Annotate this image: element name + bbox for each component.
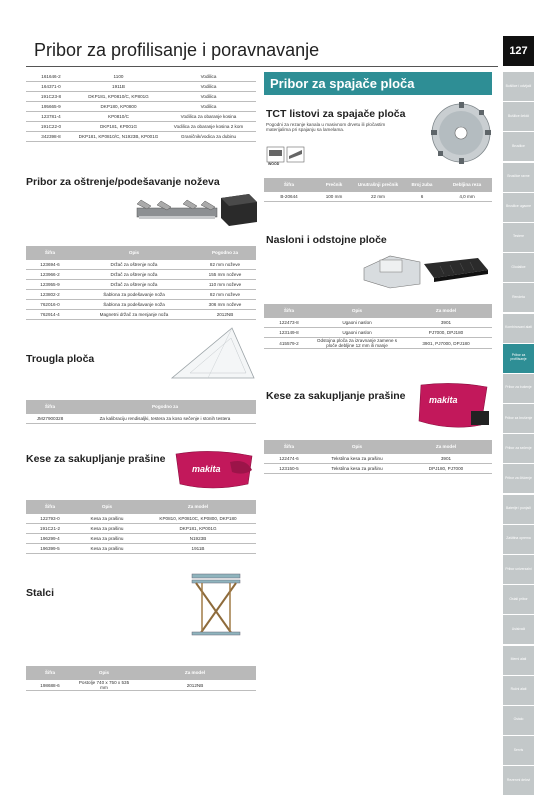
table-cell: 22 mm — [354, 192, 402, 202]
tct-blade-image — [430, 102, 492, 164]
table-cell: 762016-0 — [26, 300, 74, 310]
side-tab-20[interactable]: Ručni alati — [503, 676, 534, 705]
table-cell: KP0810/C — [76, 112, 161, 122]
table-row — [264, 318, 492, 328]
sharpening-table — [26, 246, 256, 320]
table-cell: DKP181, KP0810/C, N1923B, KP001G — [76, 132, 161, 142]
table-cell: 3901, PJ7000, DPJ180 — [400, 338, 492, 349]
side-tab-22[interactable]: Servis — [503, 736, 534, 765]
table-header: Šifra — [264, 304, 314, 318]
dust-bag-right-title: Kese za sakupljanje prašine — [266, 390, 406, 402]
table-cell: Držač za oštrenje noža — [74, 260, 194, 270]
table-cell: DKP180, KP0800 — [76, 102, 161, 112]
table-cell: Šablona za podešavanje noža — [74, 300, 194, 310]
table-cell: Vodilica — [161, 82, 256, 92]
side-tab-6[interactable]: Glodalice — [503, 253, 534, 282]
dust-bag-left-title: Kese za sakupljanje prašine — [26, 453, 166, 465]
table-header: Debljina reza — [442, 178, 492, 192]
table-cell: 123694-6 — [26, 260, 74, 270]
table-cell: Kesa za prašinu — [74, 534, 140, 544]
rests-table — [264, 304, 492, 349]
stands-table — [26, 666, 256, 691]
table-cell: 123802-2 — [26, 290, 74, 300]
table-cell: Tekstilna kesa za prašinu — [314, 454, 400, 464]
table-cell: 198688-6 — [26, 680, 74, 691]
dust-bag-left-brand: makita — [192, 464, 221, 474]
table-cell: 110 mm noževe — [194, 280, 256, 290]
side-tab-11[interactable]: Pribor za brušenje — [503, 404, 534, 433]
table-cell: 100 mm — [314, 192, 354, 202]
table-cell: 82 mm noževe — [194, 290, 256, 300]
table-header: Opis — [314, 440, 400, 454]
table-row — [26, 280, 256, 290]
table-cell: 4,0 mm — [442, 192, 492, 202]
table-cell: Postolje 740 x 750 x 535 mm — [74, 680, 134, 691]
table-row — [26, 92, 256, 102]
table-cell: Tekstilna kesa za prašinu — [314, 464, 400, 474]
side-tab-18[interactable]: Usisivači — [503, 615, 534, 644]
table-cell: 3901 — [400, 454, 492, 464]
sharpening-holder-image — [125, 190, 265, 235]
side-tab-8[interactable]: Kombinovani alati — [503, 314, 534, 343]
triangle-plate-image — [168, 322, 258, 382]
page-title: Pribor za profilisanje i poravnavanje — [34, 40, 320, 60]
table-row — [26, 514, 256, 524]
table-header: Šifra — [26, 500, 74, 514]
table-row — [264, 454, 492, 464]
table-row — [26, 72, 256, 82]
page-number: 127 — [503, 36, 534, 66]
table-row — [26, 290, 256, 300]
table-cell: Ugaoni naslon — [314, 318, 400, 328]
table-cell: 1100 — [76, 72, 161, 82]
table-cell: 122473-8 — [264, 318, 314, 328]
stands-title: Stalci — [26, 587, 55, 599]
dust-bag-right-image — [415, 381, 493, 433]
rests-image — [360, 244, 490, 292]
table-header: Pogodno za — [74, 400, 256, 414]
table-header: Šifra — [26, 246, 74, 260]
table-cell: 123966-2 — [26, 270, 74, 280]
table-header: Za model — [400, 304, 492, 318]
table-cell: Šablona za podešavanje noža — [74, 290, 194, 300]
table-cell: KP0810, KP0810C, KP0800, DKP180 — [140, 514, 256, 524]
table-row — [26, 82, 256, 92]
table-cell: PJ7000, DPJ180 — [400, 328, 492, 338]
table-header: Šifra — [26, 666, 74, 680]
side-tab-nav — [503, 72, 534, 797]
title-divider — [26, 66, 498, 67]
table-cell: Kesa za prašinu — [74, 524, 140, 534]
table-cell: 123955-9 — [26, 280, 74, 290]
table-header: Unutrašnji prečnik — [354, 178, 402, 192]
wood-label: WOOD — [268, 162, 280, 166]
sharpening-title: Pribor za oštrenje/podešavanje noževa — [26, 176, 220, 188]
table-cell: 164371-0 — [26, 82, 76, 92]
table-cell: Odstojna ploča za izravnanje zamene s ploče debljine 12 mm ili manje — [314, 338, 400, 349]
side-tab-10[interactable]: Pribor za bušenje — [503, 374, 534, 403]
table-cell: 122474-6 — [264, 454, 314, 464]
table-cell: 196399-5 — [26, 544, 74, 554]
table-cell: Držač za oštrenje noža — [74, 280, 194, 290]
table-cell: 122793-0 — [26, 514, 74, 524]
table-cell: 342398-8 — [26, 132, 76, 142]
side-tab-14[interactable]: Baterije i punjači — [503, 495, 534, 524]
table-cell: 6 — [402, 192, 442, 202]
table-row — [26, 544, 256, 554]
wood-material-icons — [267, 147, 307, 163]
table-cell: 123149-8 — [264, 328, 314, 338]
table-row — [26, 102, 256, 112]
table-header: Za model — [140, 500, 256, 514]
table-row — [26, 122, 256, 132]
table-row — [26, 270, 256, 280]
table-cell: JM27900328 — [26, 414, 74, 424]
table-header: Za model — [134, 666, 256, 680]
table-cell: 195665-9 — [26, 102, 76, 112]
side-tab-3[interactable]: Brusilice ravne — [503, 163, 534, 192]
table-cell: 196299-4 — [26, 534, 74, 544]
side-tab-16[interactable]: Pribor univerzalni — [503, 555, 534, 584]
table-row — [26, 132, 256, 142]
table-cell: 161646-2 — [26, 72, 76, 82]
table-cell: Držač za oštrenje noža — [74, 270, 194, 280]
table-cell: 191C21-2 — [26, 524, 74, 534]
table-cell: DPJ180, PJ7000 — [400, 464, 492, 474]
table-header: Šifra — [264, 178, 314, 192]
table-header: Za model — [400, 440, 492, 454]
table-cell: 3901 — [400, 318, 492, 328]
stand-image — [188, 570, 244, 640]
table-header: Opis — [74, 500, 140, 514]
table-header: Opis — [314, 304, 400, 318]
biscuit-description: Pogodni za rezanje kanala u masivnom drvetu ili pločastim materijalima pri spajanju sa lamelama. — [266, 122, 386, 133]
dust-bag-left-image — [172, 448, 256, 493]
table-cell: Vodilica za obaranje kosina — [161, 112, 256, 122]
table-cell: DKP181, KP001G — [76, 122, 161, 132]
side-tab-12[interactable]: Pribor za sečenje — [503, 434, 534, 463]
table-cell: 2012NB — [134, 680, 256, 691]
side-tab-21[interactable]: Ostalo — [503, 706, 534, 735]
side-tab-15[interactable]: Zaštitna oprema — [503, 525, 534, 554]
table-cell: Kesa za prašinu — [74, 544, 140, 554]
table-row — [264, 192, 492, 202]
side-tab-7[interactable]: Rendeta — [503, 283, 534, 312]
table-header: Pogodno za — [194, 246, 256, 260]
triangle-table — [26, 400, 256, 424]
side-tab-23[interactable]: Rezervni delovi — [503, 766, 534, 795]
table-cell: 82 mm noževe — [194, 260, 256, 270]
table-cell: Magnetni držač za menjanje noža — [74, 310, 194, 320]
side-tab-4[interactable]: Brusilice ugaone — [503, 193, 534, 222]
table-header: Broj zuba — [402, 178, 442, 192]
table-cell: 155 mm noževe — [194, 270, 256, 280]
table-cell: Kesa za prašinu — [74, 514, 140, 524]
side-tab-0[interactable]: Bušilice i odvijači — [503, 72, 534, 101]
table-cell: Vodilica — [161, 102, 256, 112]
side-tab-13[interactable]: Pribor za čišćenje — [503, 464, 534, 493]
dust-bag-right-table — [264, 440, 492, 474]
table-row — [26, 260, 256, 270]
table-row — [26, 112, 256, 122]
table-cell: Ugaoni naslon — [314, 328, 400, 338]
table-row — [26, 300, 256, 310]
biscuit-table — [264, 178, 492, 202]
table-row — [26, 414, 256, 424]
table-cell: N1923B — [140, 534, 256, 544]
table-cell: DKP181, KP001G — [140, 524, 256, 534]
table-header: Prečnik — [314, 178, 354, 192]
rests-title: Nasloni i odstojne ploče — [266, 234, 387, 246]
table-cell: 191C23-8 — [26, 92, 76, 102]
table-cell: Vodilica — [161, 72, 256, 82]
table-cell: 1911B — [76, 82, 161, 92]
table-cell: 306 mm noževe — [194, 300, 256, 310]
table-row — [26, 310, 256, 320]
table-row — [264, 328, 492, 338]
table-cell: 762914-4 — [26, 310, 74, 320]
table-row — [26, 680, 256, 691]
table-cell: 415579-2 — [264, 338, 314, 349]
dust-bag-left-table — [26, 500, 256, 554]
side-tab-1[interactable]: Bušilice čekići — [503, 102, 534, 131]
dust-bag-right-brand: makita — [429, 395, 458, 405]
guides-table — [26, 72, 256, 142]
table-header: Opis — [74, 246, 194, 260]
table-row — [264, 464, 492, 474]
biscuit-subtitle: TCT listovi za spajače ploča — [266, 108, 406, 120]
table-cell: 2012NB — [194, 310, 256, 320]
table-cell: B-20644 — [264, 192, 314, 202]
table-row — [26, 534, 256, 544]
biscuit-banner: Pribor za spajače ploča — [264, 72, 492, 95]
table-row — [26, 524, 256, 534]
table-cell: Vodilica za obaranje kosina 2 kom — [161, 122, 256, 132]
table-cell: 123150-5 — [264, 464, 314, 474]
table-row — [264, 338, 492, 349]
table-cell: 191C22-0 — [26, 122, 76, 132]
table-cell: Graničnik/vodica za dubinu — [161, 132, 256, 142]
side-tab-2[interactable]: Brusilice — [503, 132, 534, 161]
side-tab-17[interactable]: Ostali pribor — [503, 585, 534, 614]
table-cell: 123781-4 — [26, 112, 76, 122]
table-header: Šifra — [26, 400, 74, 414]
triangle-title: Trougla ploča — [26, 353, 95, 365]
table-cell: DKP181, KP0810/C, KP801G — [76, 92, 161, 102]
table-cell: Vodilica — [161, 92, 256, 102]
table-cell: 1911B — [140, 544, 256, 554]
table-cell: Za kalibraciju rendisaljki, testera za koso sečenje i stonih testera — [74, 414, 256, 424]
side-tab-9[interactable]: Pribor za profilisanje — [503, 344, 534, 373]
side-tab-5[interactable]: Testere — [503, 223, 534, 252]
table-header: Opis — [74, 666, 134, 680]
table-header: Šifra — [264, 440, 314, 454]
side-tab-19[interactable]: Merni alati — [503, 646, 534, 675]
